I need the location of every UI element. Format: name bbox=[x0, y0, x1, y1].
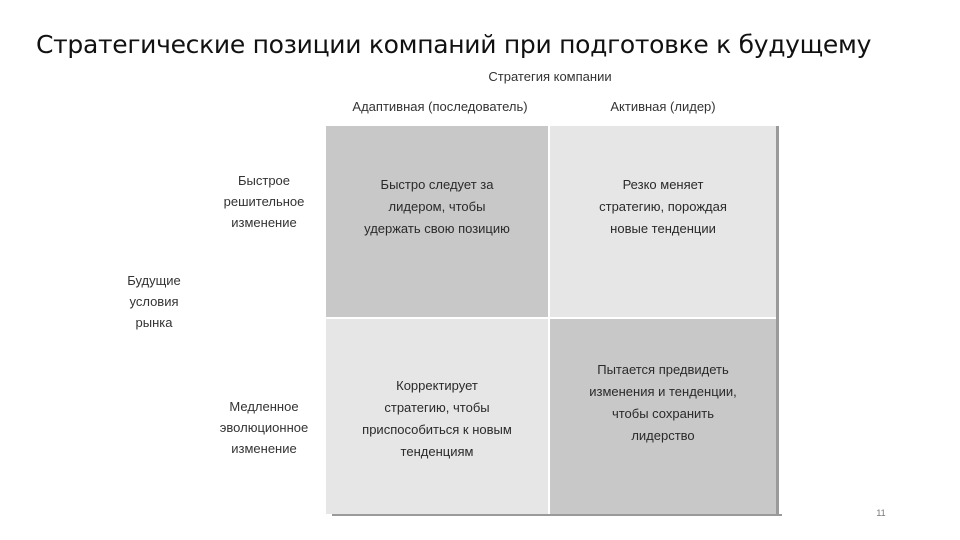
strategy-matrix bbox=[326, 126, 776, 514]
slide-title: Стратегические позиции компаний при подготовке к будущему bbox=[36, 30, 872, 59]
cell-fast-adaptive: Быстро следует за лидером, чтобы удержать свою позицию bbox=[326, 126, 550, 319]
row-header-fast-change: Быстрое решительное изменение bbox=[223, 173, 305, 230]
strategy-header: Стратегия компании bbox=[488, 69, 612, 84]
row-header-slow-change: Медленное эволюционное изменение bbox=[219, 399, 309, 456]
cell-fast-active: Резко меняет стратегию, порождая новые тенденции bbox=[550, 126, 776, 319]
page-number: 11 bbox=[876, 508, 886, 518]
column-header-adaptive: Адаптивная (последователь) bbox=[352, 99, 528, 114]
cell-slow-active: Пытается предвидеть изменения и тенденции, чтобы сохранить лидерство bbox=[550, 319, 776, 514]
column-header-active: Активная (лидер) bbox=[610, 99, 716, 114]
row-group-label: Будущие условия рынка bbox=[127, 273, 181, 330]
cell-slow-adaptive: Корректирует стратегию, чтобы приспособиться к новым тенденциям bbox=[326, 319, 550, 514]
